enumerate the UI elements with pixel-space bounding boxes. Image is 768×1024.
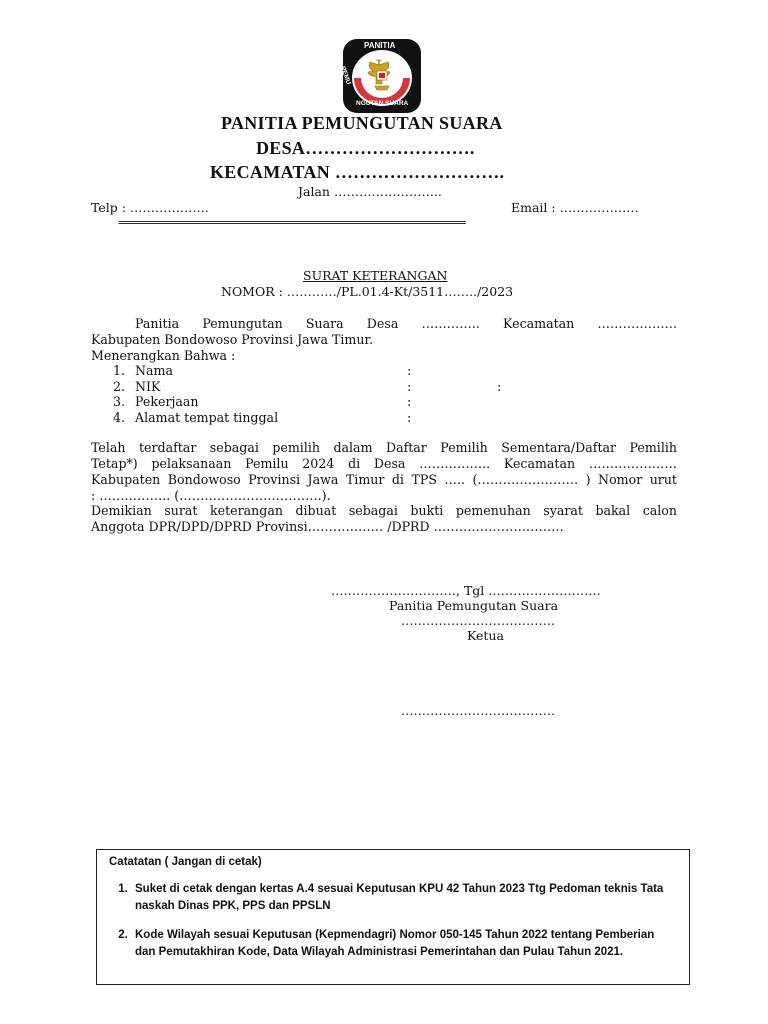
header-line2: DESA………………………. [256, 138, 475, 158]
logo-text-bottom: NGUTAN SUARA [356, 100, 409, 107]
signature-role: Ketua [467, 628, 504, 643]
notes-box [96, 849, 690, 985]
signature-dots1: ………………………………. [401, 613, 555, 628]
item-label: Alamat tempat tinggal [135, 409, 279, 425]
list-item: 2. NIK : : [113, 378, 502, 394]
kpu-logo [338, 38, 422, 114]
list-item: 1. Suket di cetak dengan kertas A.4 sesuai Keputusan KPU 42 Tahun 2023 Ttg Pedoman teknis Tata naskah Dinas PPK, PPS dan PPSLN [131, 881, 677, 915]
para2-line2: Anggota DPR/DPD/DPRD Provinsi……………… /DPRD …………………………. [91, 519, 564, 534]
header-email: Email : ………………. [511, 200, 639, 215]
signature-dots2: ………………………………. [401, 703, 555, 718]
header-line1: PANITIA PEMUNGUTAN SUARA [221, 113, 503, 133]
identity-list [113, 363, 613, 425]
signature-place-date: …………………………, Tgl ……………………… [331, 583, 601, 598]
header-telp: Telp : ………………. [91, 200, 209, 215]
letter-title: SURAT KETERANGAN [303, 268, 448, 283]
header-line3: KECAMATAN ………………………. [210, 162, 505, 182]
para2-line1: Demikian surat keterangan dibuat sebagai bukti pemenuhan syarat bakal calon [91, 503, 677, 518]
signature-org: Panitia Pemungutan Suara [389, 598, 559, 613]
intro-line1: Panitia Pemungutan Suara Desa ………….. Kecamatan ………………. [135, 316, 677, 331]
list-item: 3. Pekerjaan : [113, 394, 412, 409]
notes-title: Catatatan ( Jangan di cetak) [109, 856, 262, 868]
para1-line4: : …………….. (…………………………….). [91, 488, 331, 503]
para1-line2: Tetap*) pelaksanaan Pemilu 2024 di Desa …………….. Kecamatan ………………… [91, 456, 677, 471]
header-jalan: Jalan …………………….. [298, 184, 442, 199]
para1-line1: Telah terdaftar sebagai pemilih dalam Daftar Pemilih Sementara/Daftar Pemilih [91, 440, 677, 455]
intro-line2: Kabupaten Bondowoso Provinsi Jawa Timur. [91, 332, 374, 347]
notes-list [109, 881, 677, 961]
item-label: Nama [135, 363, 173, 378]
list-item: 2. Kode Wilayah sesuai Keputusan (Kepmendagri) Nomor 050-145 Tahun 2022 tentang Pemberian dan Pemutakhiran Kode, Data Wilayah Administrasi Pemerintahan dan Pulau Tahun 2021. [131, 927, 677, 961]
para1-line3: Kabupaten Bondowoso Provinsi Jawa Timur di TPS ….. (…………………… ) Nomor urut [91, 472, 677, 487]
header-separator: ================================================================ [118, 216, 466, 229]
letter-number: NOMOR : …………/PL.01.4-Kt/3511……../2023 [221, 284, 514, 299]
declares-text: Menerangkan Bahwa : [91, 348, 236, 363]
item-label: NIK [135, 378, 161, 394]
item-label: Pekerjaan [135, 394, 199, 409]
list-item: 4. Alamat tempat tinggal : [113, 409, 412, 425]
list-item: 1. Nama : [113, 363, 412, 378]
logo-text-left: PEMU [338, 65, 352, 86]
logo-text-top: PANITIA [364, 41, 396, 50]
